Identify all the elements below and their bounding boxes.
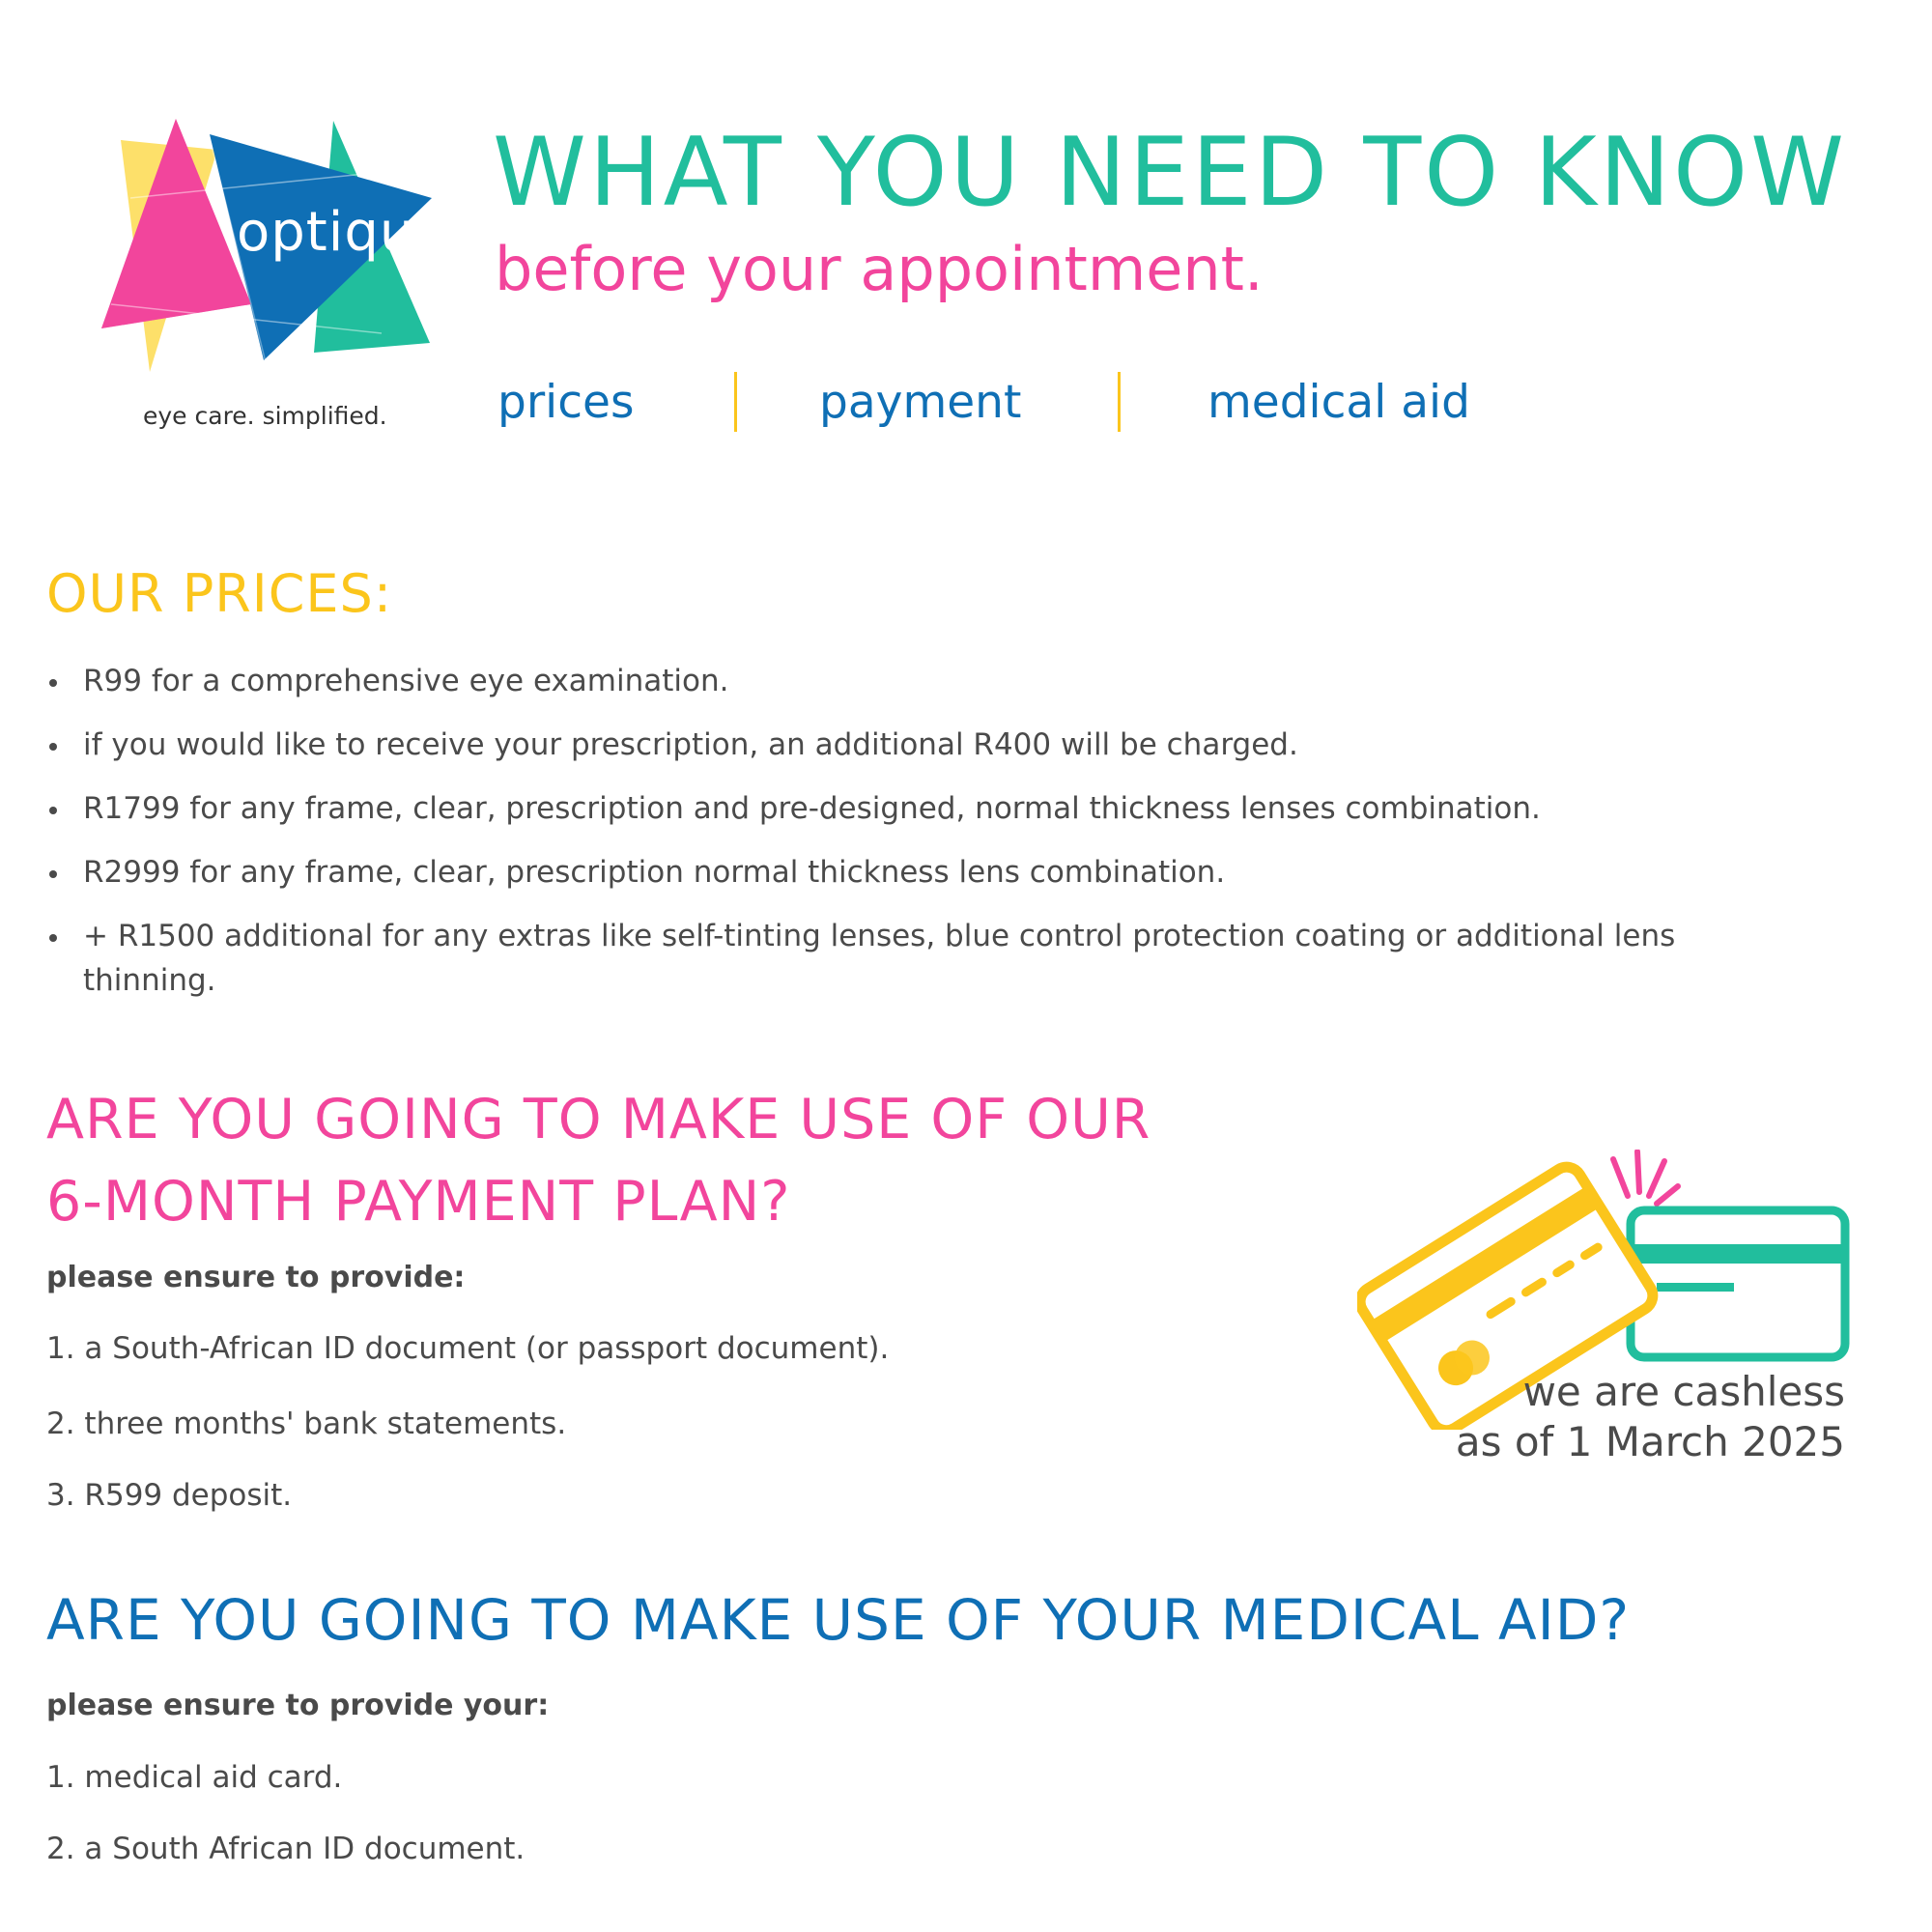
prices-heading: OUR PRICES: [46, 563, 393, 624]
cashless-notice [1456, 1367, 1845, 1467]
medical-aid-heading: ARE YOU GOING TO MAKE USE OF YOUR MEDICAL AID? [46, 1587, 1631, 1653]
payment-heading-line2: 6-MONTH PAYMENT PLAN? [46, 1170, 791, 1234]
list-item: R99 for a comprehensive eye examination. [46, 659, 1814, 703]
cashless-line2: as of 1 March 2025 [1455, 1418, 1845, 1465]
logo-wordmark: optique® [237, 201, 464, 264]
page-subtitle: before your appointment. [495, 234, 1264, 304]
nav-payment[interactable]: payment [819, 376, 1022, 429]
nav-medical-aid[interactable]: medical aid [1208, 376, 1470, 429]
payment-heading [46, 1079, 1151, 1243]
payment-heading-line1: ARE YOU GOING TO MAKE USE OF OUR [46, 1088, 1151, 1151]
list-item: 1. a South-African ID document (or passport document). [46, 1331, 890, 1366]
nav-divider [734, 372, 737, 432]
list-item: 3. R599 deposit. [46, 1478, 293, 1513]
brand-logo [92, 111, 464, 420]
list-item: 2. three months' bank statements. [46, 1406, 567, 1441]
list-item: R2999 for any frame, clear, prescription normal thickness lens combination. [46, 850, 1814, 895]
list-item: 2. a South African ID document. [46, 1832, 526, 1866]
list-item: + R1500 additional for any extras like self-tinting lenses, blue control protection coating or additional lens thinning. [46, 914, 1814, 1003]
list-item: R1799 for any frame, clear, prescription and pre-designed, normal thickness lenses combination. [46, 786, 1814, 831]
list-item: 1. medical aid card. [46, 1760, 343, 1795]
page-title: WHAT YOU NEED TO KNOW [493, 118, 1848, 228]
list-item: if you would like to receive your prescription, an additional R400 will be charged. [46, 723, 1814, 767]
nav-divider [1118, 372, 1121, 432]
nav-prices[interactable]: prices [497, 376, 635, 429]
cashless-line1: we are cashless [1522, 1368, 1845, 1415]
logo-tagline: eye care. simplified. [143, 402, 387, 430]
medical-aid-label: please ensure to provide your: [46, 1689, 550, 1722]
payment-label: please ensure to provide: [46, 1261, 466, 1294]
logo-triangles-icon [92, 111, 449, 420]
prices-list [46, 659, 1814, 1022]
